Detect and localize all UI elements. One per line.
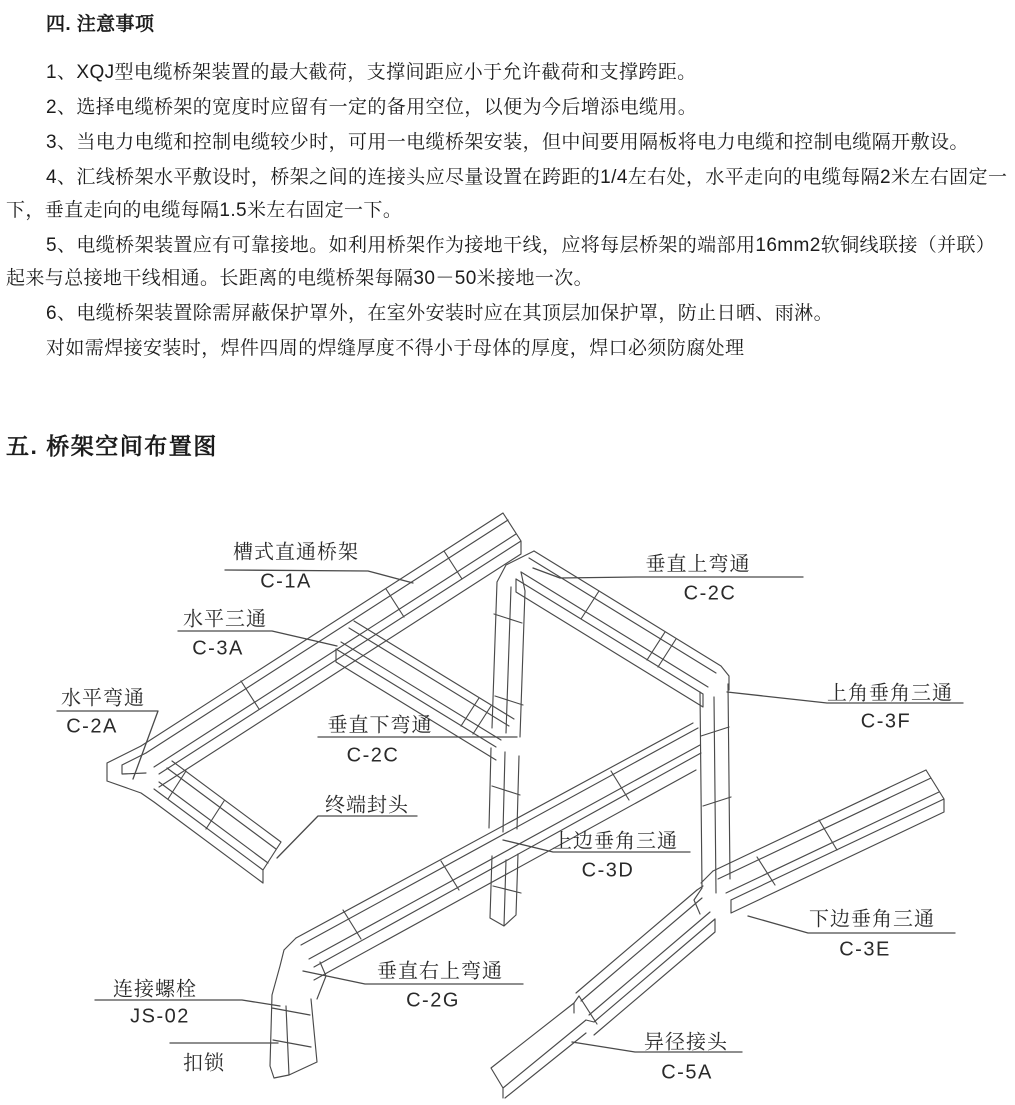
label-reducer-code: C-5A [661, 1061, 713, 1084]
label-v-up-bend-name: 垂直上弯通 [645, 553, 751, 576]
label-h-bend-code: C-2A [66, 715, 118, 738]
precaution-item-3: 3、当电力电缆和控制电缆较少时，可用一电缆桥架安装，但中间要用隔板将电力电缆和控制电缆隔开敷设。 [46, 132, 969, 153]
label-upper-edge-tee-name: 上边垂角三通 [552, 830, 678, 853]
label-top-corner-tee-code: C-3F [860, 710, 912, 733]
leader-straight-tray [225, 570, 413, 583]
label-lower-edge-tee-name: 下边垂角三通 [809, 908, 935, 931]
precaution-item-4: 4、汇线桥架水平敷设时，桥架之间的连接头应尽量设置在跨距的1/4左右处，水平走向的电缆每隔2米左右固定一下，垂直走向的电缆每隔1.5米左右固定一下。 [6, 167, 1008, 221]
label-h-bend-name: 水平弯通 [61, 687, 145, 710]
tray-corner-and-leg [107, 746, 281, 883]
label-v-down-bend-name: 垂直下弯通 [327, 714, 433, 737]
section5-heading: 五. 桥架空间布置图 [6, 433, 218, 459]
label-top-corner-tee-name: 上角垂角三通 [827, 682, 953, 705]
precaution-item-2: 2、选择电缆桥架的宽度时应留有一定的备用空位，以便为今后增添电缆用。 [46, 97, 698, 118]
label-end-cap-name: 终端封头 [325, 794, 409, 817]
vertical-column-right [694, 684, 731, 914]
section4-heading: 四. 注意事项 [46, 14, 155, 35]
leader-end-cap [277, 816, 417, 858]
label-bolt-name: 连接螺栓 [113, 978, 197, 1001]
tray-tee-branch [336, 621, 514, 760]
label-lower-edge-tee-code: C-3E [839, 938, 891, 961]
label-h-tee-name: 水平三通 [183, 608, 267, 631]
precaution-item-6: 6、电缆桥架装置除需屏蔽保护罩外，在室外安装时应在其顶层加保护罩，防止日晒、雨淋。 [46, 303, 833, 324]
label-v-up-bend-code: C-2C [683, 582, 737, 605]
label-bolt-code: JS-02 [130, 1005, 190, 1028]
precaution-note-welding: 对如需焊接安装时，焊件四周的焊缝厚度不得小于母体的厚度，焊口必须防腐处理 [46, 338, 745, 359]
label-v-right-up-bend-code: C-2G [406, 989, 460, 1012]
vertical-column-lower [489, 748, 521, 926]
label-straight-tray-code: C-1A [260, 570, 312, 593]
label-straight-tray-name: 槽式直通桥架 [233, 541, 359, 564]
label-upper-edge-tee-code: C-3D [581, 859, 635, 882]
label-v-right-up-bend-name: 垂直右上弯通 [377, 960, 503, 983]
precaution-item-1: 1、XQJ型电缆桥架装置的最大截荷，支撑间距应小于允许截荷和支撑跨距。 [46, 62, 697, 83]
label-reducer-name: 异径接头 [644, 1031, 728, 1054]
bottom-left-column [270, 938, 326, 1078]
label-lock-name: 扣锁 [183, 1052, 225, 1075]
tray-right-run [713, 770, 944, 913]
label-h-tee-code: C-3A [192, 637, 244, 660]
precaution-item-5: 5、电缆桥架装置应有可靠接地。如利用桥架作为接地干线，应将每层桥架的端部用16mm2软铜线联接（并联）起来与总接地干线相通。长距离的电缆桥架每隔30－50米接地一次。 [6, 235, 996, 289]
label-v-down-bend-code: C-2C [346, 744, 400, 767]
